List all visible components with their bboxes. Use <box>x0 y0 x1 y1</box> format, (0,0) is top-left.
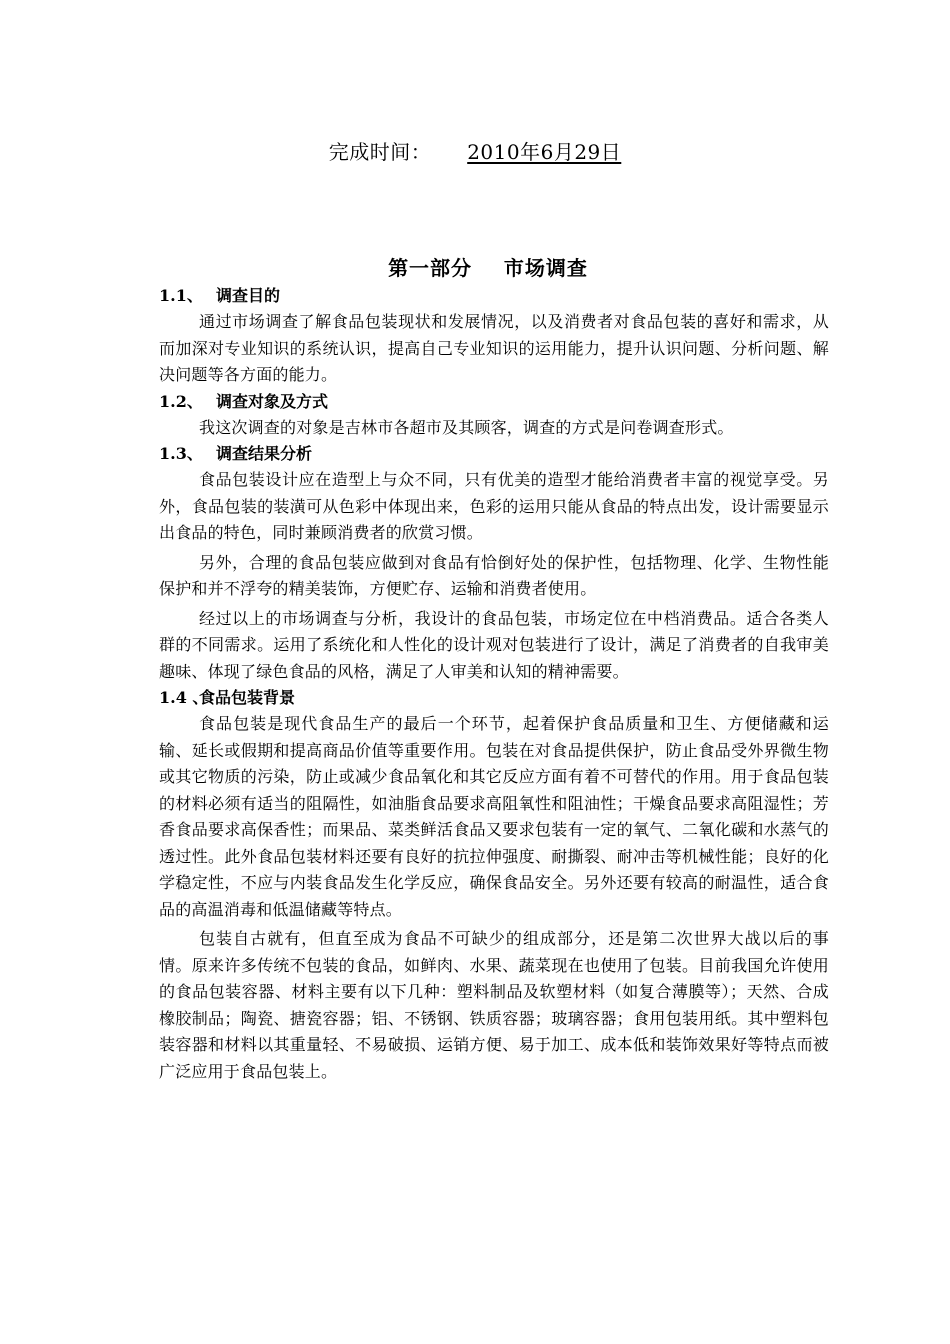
section-title: 调查结果分析 <box>216 444 313 463</box>
completion-date: 2010年6月29日 <box>467 140 622 164</box>
completion-time-line <box>0 138 950 166</box>
section-number: 1.2、 <box>159 391 203 411</box>
section-number: 1.1、 <box>159 286 203 305</box>
document-body <box>159 283 829 1085</box>
section-heading <box>159 685 829 711</box>
paragraph: 食品包装设计应在造型上与众不同，只有优美的造型才能给消费者丰富的视觉享受。另外，食品包装的装潢可从色彩中体现出来，色彩的运用只能从食品的特点出发，设计需要显示出食品的特色，同时兼顾消费者的欣赏习惯。 <box>159 470 829 542</box>
paragraph: 另外，合理的食品包装应做到对食品有恰倒好处的保护性，包括物理、化学、生物性能保护和并不浮夸的精美装饰，方便贮存、运输和消费者使用。 <box>159 552 829 598</box>
section-heading <box>159 441 829 467</box>
section-heading <box>159 283 829 309</box>
section-heading <box>159 389 829 415</box>
section-title: 食品包装背景 <box>199 688 296 707</box>
paragraph: 通过市场调查了解食品包装现状和发展情况，以及消费者对食品包装的喜好和需求，从而加深对专业知识的系统认识，提高自己专业知识的运用能力，提升认识问题、分析问题、解决问题等各方面的能力。 <box>159 312 829 384</box>
section-title: 调查目的 <box>216 286 281 305</box>
paragraph: 食品包装是现代食品生产的最后一个环节，起着保护食品质量和卫生、方便储藏和运输、延长或假期和提高商品价值等重要作用。包装在对食品提供保护，防止食品受外界微生物或其它物质的污染，防止或减少食品氧化和其它反应方面有着不可替代的作用。用于食品包装的材料必须有适当的阻隔性，如油脂食品要求高阻氧性和阻油性；干燥食品要求高阻湿性；芳香食品要求高保香性；而果品、菜类鲜活食品又要求包装有一定的氧气、二氧化碳和水蒸气的透过性。此外食品包装材料还要有良好的抗拉伸强度、耐撕裂、耐冲击等机械性能；良好的化学稳定性，不应与内装食品发生化学反应，确保食品安全。另外还要有较高的耐温性，适合食品的高温消毒和低温储藏等特点。 <box>159 714 829 919</box>
section-number: 1.3、 <box>159 444 203 463</box>
paragraph: 我这次调查的对象是吉林市各超市及其顾客，调查的方式是问卷调查形式。 <box>199 417 734 437</box>
paragraph: 包装自古就有，但直至成为食品不可缺少的组成部分，还是第二次世界大战以后的事情。原来许多传统不包装的食品，如鲜肉、水果、蔬菜现在也使用了包装。目前我国允许使用的食品包装容器、材料主要有以下几种：塑料制品及软塑材料（如复合薄膜等）；天然、合成橡胶制品；陶瓷、搪瓷容器；铝、不锈钢、铁质容器；玻璃容器；食用包装用纸。其中塑料包装容器和材料以其重量轻、不易破损、运销方便、易于加工、成本低和装饰效果好等特点而被广泛应用于食品包装上。 <box>159 929 829 1081</box>
completion-time-label: 完成时间： <box>328 140 432 164</box>
section-title: 调查对象及方式 <box>216 391 329 411</box>
paragraph: 经过以上的市场调查与分析，我设计的食品包装，市场定位在中档消费品。适合各类人群的不同需求。运用了系统化和人性化的设计观对包装进行了设计，满足了消费者的自我审美趣味、体现了绿色食品的风格，满足了人审美和认知的精神需要。 <box>159 608 829 681</box>
part-title: 第一部分 市场调查 <box>388 256 588 280</box>
section-number: 1.4 、 <box>159 688 209 707</box>
